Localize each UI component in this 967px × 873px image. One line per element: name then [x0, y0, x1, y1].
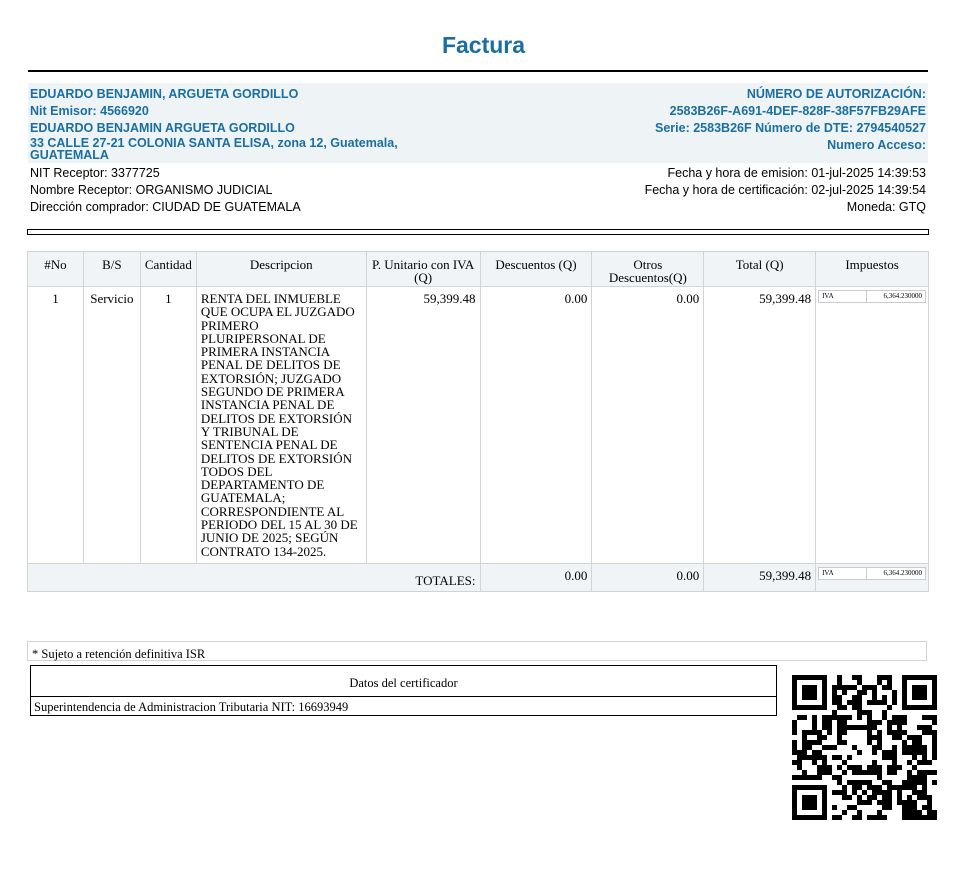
- header-total: Total (Q): [704, 252, 816, 287]
- item-otros-descuentos: 0.00: [592, 287, 704, 564]
- header-no: #No: [28, 252, 84, 287]
- currency: Moneda: GTQ: [846, 200, 926, 214]
- emisor-address: 33 CALLE 27-21 COLONIA SANTA ELISA, zona 12, Guatemala, GUATEMALA: [30, 136, 398, 162]
- receptor-nit: NIT Receptor: 3377725: [30, 166, 160, 180]
- header-descuentos: Descuentos (Q): [480, 252, 592, 287]
- certifier-box: [30, 665, 777, 716]
- totals-label: TOTALES:: [28, 563, 481, 591]
- emisor-nit: Nit Emisor: 4566920: [30, 104, 149, 118]
- item-bs: Servicio: [83, 287, 140, 564]
- totals-tax-table: [818, 567, 926, 580]
- emisor-name: EDUARDO BENJAMIN, ARGUETA GORDILLO: [30, 87, 299, 101]
- top-divider: [28, 70, 928, 72]
- item-tax-name: IVA: [819, 291, 867, 303]
- certifier-name: Superintendencia de Administracion Tributaria NIT: 16693949: [34, 700, 349, 714]
- header-descripcion: Descripcion: [196, 252, 366, 287]
- totals-descuentos: 0.00: [480, 563, 592, 591]
- invoice-title: Factura: [441, 32, 526, 58]
- serie-dte: Serie: 2583B26F Número de DTE: 2794540527: [655, 121, 926, 135]
- header-impuestos: Impuestos: [816, 252, 929, 287]
- totals-total: 59,399.48: [704, 563, 816, 591]
- totals-tax-amount: 6,364.230000: [867, 567, 926, 579]
- item-tax-amount: 6,364.230000: [867, 291, 926, 303]
- item-impuestos: [816, 287, 929, 564]
- emisor-block: [30, 86, 480, 161]
- certifier-header: Datos del certificador: [31, 666, 776, 697]
- item-precio: 59,399.48: [366, 287, 480, 564]
- qr-code-icon: [792, 675, 937, 820]
- receptor-block: [30, 165, 301, 216]
- totals-impuestos: [816, 563, 929, 591]
- item-no: 1: [28, 287, 84, 564]
- item-descuentos: 0.00: [480, 287, 592, 564]
- certification-date: Fecha y hora de certificación: 02-jul-2025 14:39:54: [644, 183, 926, 197]
- authorization-label: NÚMERO DE AUTORIZACIÓN:: [746, 87, 926, 101]
- totals-tax-name: IVA: [819, 567, 867, 579]
- emisor-trade-name: EDUARDO BENJAMIN ARGUETA GORDILLO: [30, 121, 295, 135]
- header-otros-descuentos: Otros Descuentos(Q): [592, 252, 704, 287]
- authorization-block: [476, 86, 926, 154]
- receptor-address: Dirección comprador: CIUDAD DE GUATEMALA: [30, 200, 301, 214]
- authorization-number: 2583B26F-A691-4DEF-828F-38F57FB29AFE: [669, 104, 926, 118]
- totals-otros-descuentos: 0.00: [592, 563, 704, 591]
- totals-row: [28, 563, 929, 591]
- header-precio: P. Unitario con IVA (Q): [366, 252, 480, 287]
- table-header-row: [28, 252, 929, 287]
- item-total: 59,399.48: [704, 287, 816, 564]
- item-tax-table: [818, 290, 926, 303]
- table-row: [28, 287, 929, 564]
- access-number: Numero Acceso:: [827, 138, 926, 152]
- isr-note: * Sujeto a retención definitiva ISR: [27, 641, 927, 661]
- items-table: [27, 251, 929, 592]
- emission-date: Fecha y hora de emision: 01-jul-2025 14:39:53: [667, 166, 926, 180]
- section-bar: [27, 229, 929, 235]
- dates-block: [645, 165, 926, 216]
- receptor-name: Nombre Receptor: ORGANISMO JUDICIAL: [30, 183, 273, 197]
- header-cantidad: Cantidad: [140, 252, 196, 287]
- item-descripcion: RENTA DEL INMUEBLE QUE OCUPA EL JUZGADO PRIMERO PLURIPERSONAL DE PRIMERA INSTANCIA PENAL DE DELITOS DE EXTORSIÓN; JUZGADO SEGUNDO DE PRIMERA INSTANCIA PENAL DE DELITOS DE EXTORSIÓN Y TRIBUNAL DE SENTENCIA PENAL DE DELITOS DE EXTORSIÓN TODOS DEL DEPARTAMENTO DE GUATEMALA; CORRESPONDIENTE AL PERIODO DEL 15 AL 30 DE JUNIO DE 2025; SEGÚN CONTRATO 134-2025.: [196, 287, 366, 564]
- header-bs: B/S: [83, 252, 140, 287]
- item-cantidad: 1: [140, 287, 196, 564]
